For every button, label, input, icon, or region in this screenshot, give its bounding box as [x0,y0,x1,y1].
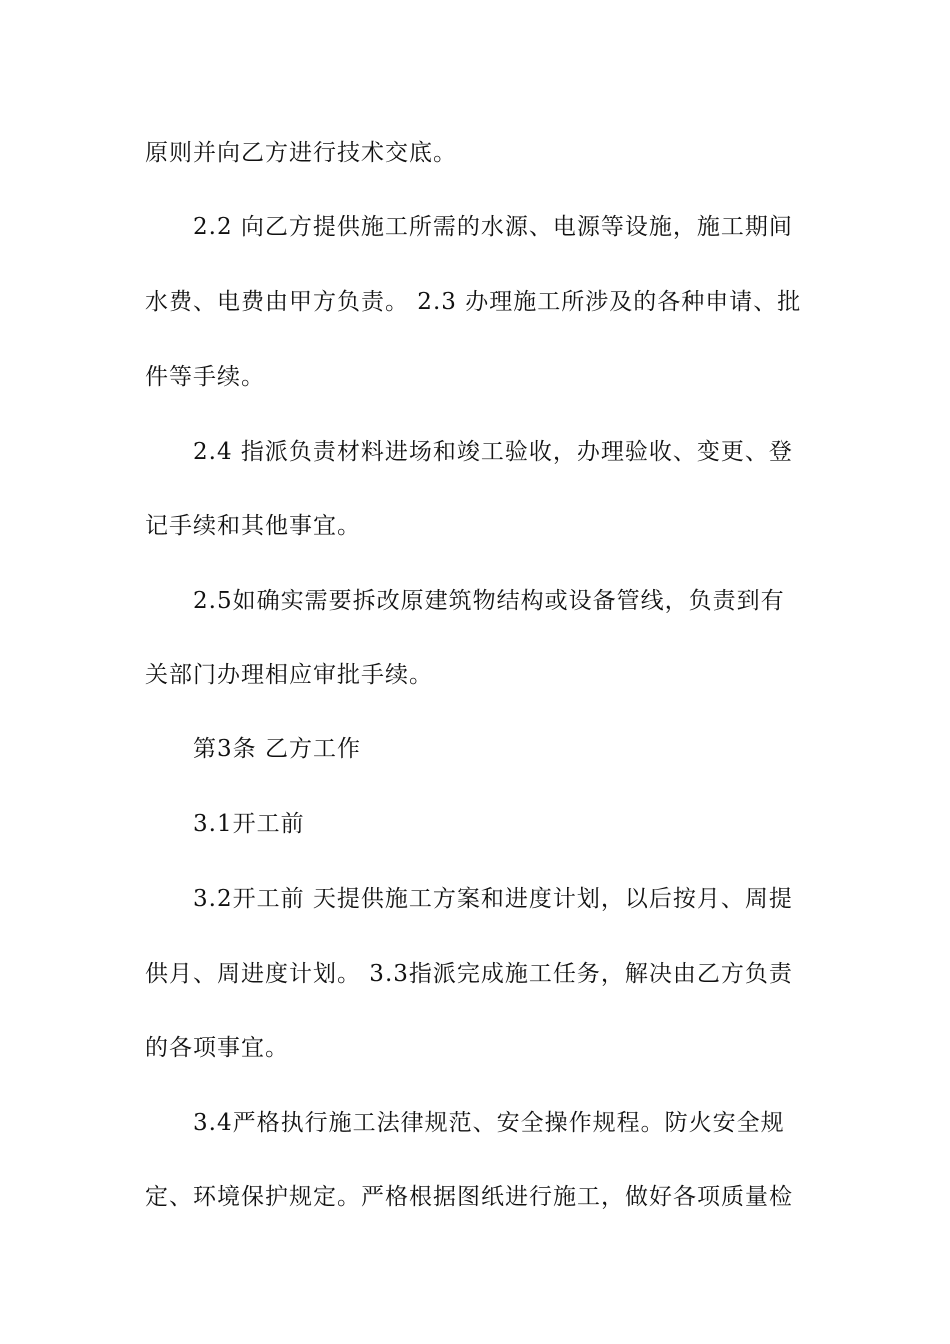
text-line: 2.4 指派负责材料进场和竣工验收，办理验收、变更、登 [193,439,793,465]
text-line: 定、环境保护规定。严格根据图纸进行施工，做好各项质量检 [145,1184,793,1210]
text-line: 的各项事宜。 [145,1035,289,1061]
text-line: 水费、电费由甲方负责。 2.3 办理施工所涉及的各种申请、批 [145,289,802,315]
text-line: 记手续和其他事宜。 [145,513,361,539]
text-line: 3.1开工前 [193,811,305,837]
text-line: 供月、周进度计划。 3.3指派完成施工任务，解决由乙方负责 [145,961,793,987]
text-line: 3.2开工前 天提供施工方案和进度计划，以后按月、周提 [193,886,793,912]
text-line: 2.2 向乙方提供施工所需的水源、电源等设施，施工期间 [193,214,793,240]
text-line: 关部门办理相应审批手续。 [145,662,433,688]
text-line: 件等手续。 [145,364,265,390]
text-line: 3.4严格执行施工法律规范、安全操作规程。防火安全规 [193,1110,785,1136]
text-line: 原则并向乙方进行技术交底。 [145,140,457,166]
section-heading: 第3条 乙方工作 [193,736,361,762]
text-line: 2.5如确实需要拆改原建筑物结构或设备管线，负责到有 [193,588,785,614]
